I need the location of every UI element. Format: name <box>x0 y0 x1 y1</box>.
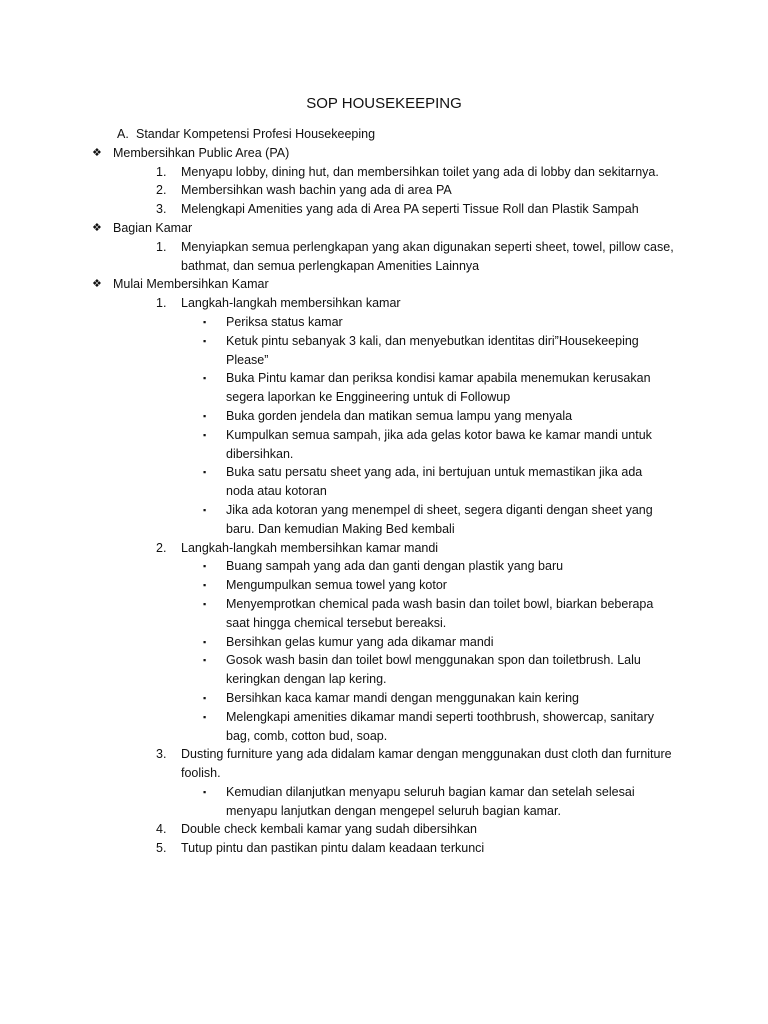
numbered-item-text: Menyapu lobby, dining hut, dan membersihkan toilet yang ada di lobby dan sekitarnya. <box>181 164 659 179</box>
group-heading-text: Bagian Kamar <box>113 220 193 235</box>
numbered-item-marker: 1. <box>156 296 167 311</box>
group-heading <box>0 144 768 163</box>
bullet-item <box>0 708 768 746</box>
bullet-item-text: Bersihkan gelas kumur yang ada dikamar mandi <box>226 634 494 649</box>
numbered-item-text: Double check kembali kamar yang sudah dibersihkan <box>181 822 477 837</box>
bullet-item-text: Periksa status kamar <box>226 314 343 329</box>
bullet-item-text: Gosok wash basin dan toilet bowl menggunakan spon dan toiletbrush. Lalu keringkan dengan lap kering. <box>226 653 641 687</box>
bullet-item <box>0 369 768 407</box>
numbered-item-text: Melengkapi Amenities yang ada di Area PA seperti Tissue Roll dan Plastik Sampah <box>181 202 639 217</box>
bullet-item-marker: ▪ <box>203 410 207 421</box>
bullet-item <box>0 313 768 332</box>
bullet-item <box>0 557 768 576</box>
bullet-item-marker: ▪ <box>203 711 207 722</box>
bullet-item-text: Kemudian dilanjutkan menyapu seluruh bagian kamar dan setelah selesai menyapu lanjutkan dengan mengepel seluruh bagian kamar. <box>226 784 635 818</box>
numbered-item-marker: 1. <box>156 239 167 254</box>
numbered-item-text: Menyiapkan semua perlengkapan yang akan digunakan seperti sheet, towel, pillow case, bathmat, dan semua perlengkapan Amenities Lainnya <box>181 239 674 273</box>
numbered-item <box>0 163 768 182</box>
numbered-item <box>0 238 768 276</box>
group-heading-marker: ❖ <box>92 146 102 159</box>
numbered-item-text: Membersihkan wash bachin yang ada di area PA <box>181 183 452 198</box>
numbered-item <box>0 539 768 558</box>
bullet-item-text: Buka Pintu kamar dan periksa kondisi kamar apabila menemukan kerusakan segera laporkan ke Enggineering untuk di Followup <box>226 371 651 405</box>
bullet-item <box>0 651 768 689</box>
bullet-item-text: Menyemprotkan chemical pada wash basin dan toilet bowl, biarkan beberapa saat hingga chemical tersebut bereaksi. <box>226 596 654 630</box>
bullet-item-marker: ▪ <box>203 598 207 609</box>
numbered-item-marker: 1. <box>156 164 167 179</box>
bullet-item <box>0 332 768 370</box>
group-heading-marker: ❖ <box>92 221 102 234</box>
numbered-item <box>0 820 768 839</box>
bullet-item-text: Jika ada kotoran yang menempel di sheet, segera diganti dengan sheet yang baru. Dan kemudian Making Bed kembali <box>226 502 653 536</box>
bullet-item-text: Mengumpulkan semua towel yang kotor <box>226 578 447 593</box>
bullet-item <box>0 576 768 595</box>
group-heading-text: Membersihkan Public Area (PA) <box>113 145 290 160</box>
bullet-item-marker: ▪ <box>203 429 207 440</box>
numbered-item-text: Dusting furniture yang ada didalam kamar dengan menggunakan dust cloth dan furniture foolish. <box>181 747 672 781</box>
document-title: SOP HOUSEKEEPING <box>306 95 462 112</box>
numbered-item-marker: 3. <box>156 202 167 217</box>
bullet-item <box>0 501 768 539</box>
numbered-item <box>0 181 768 200</box>
bullet-item <box>0 633 768 652</box>
bullet-item-marker: ▪ <box>203 786 207 797</box>
bullet-item-marker: ▪ <box>203 316 207 327</box>
numbered-item <box>0 294 768 313</box>
bullet-item <box>0 426 768 464</box>
numbered-item-marker: 4. <box>156 822 167 837</box>
group-heading-marker: ❖ <box>92 278 102 291</box>
bullet-item-text: Buka gorden jendela dan matikan semua lampu yang menyala <box>226 408 573 423</box>
group-heading <box>0 275 768 294</box>
numbered-item-marker: 2. <box>156 540 167 555</box>
numbered-item-marker: 5. <box>156 841 167 856</box>
bullet-item-marker: ▪ <box>203 373 207 384</box>
bullet-item-text: Buang sampah yang ada dan ganti dengan plastik yang baru <box>226 559 564 574</box>
numbered-item-marker: 3. <box>156 747 167 762</box>
numbered-item <box>0 839 768 858</box>
group-heading <box>0 219 768 238</box>
bullet-item-marker: ▪ <box>203 504 207 515</box>
numbered-item <box>0 200 768 219</box>
bullet-item-marker: ▪ <box>203 335 207 346</box>
bullet-item-text: Buka satu persatu sheet yang ada, ini bertujuan untuk memastikan jika ada noda atau kotoran <box>226 465 643 499</box>
bullet-item <box>0 783 768 821</box>
bullet-item <box>0 689 768 708</box>
group-heading-text: Mulai Membersihkan Kamar <box>113 277 269 292</box>
bullet-item-text: Melengkapi amenities dikamar mandi seperti toothbrush, showercap, sanitary bag, comb, cotton bud, soap. <box>226 709 654 743</box>
numbered-item-text: Langkah-langkah membersihkan kamar <box>181 296 401 311</box>
section-heading-text: Standar Kompetensi Profesi Housekeeping <box>136 127 376 141</box>
numbered-item <box>0 745 768 783</box>
bullet-item-marker: ▪ <box>203 580 207 591</box>
bullet-item <box>0 463 768 501</box>
numbered-item-text: Langkah-langkah membersihkan kamar mandi <box>181 540 439 555</box>
bullet-item-marker: ▪ <box>203 561 207 572</box>
document-body <box>0 125 768 858</box>
bullet-item-text: Ketuk pintu sebanyak 3 kali, dan menyebutkan identitas diri”Housekeeping Please” <box>226 333 639 367</box>
section-heading <box>0 125 768 144</box>
bullet-item <box>0 407 768 426</box>
bullet-item-text: Kumpulkan semua sampah, jika ada gelas kotor bawa ke kamar mandi untuk dibersihkan. <box>226 427 652 461</box>
bullet-item-marker: ▪ <box>203 467 207 478</box>
bullet-item-text: Bersihkan kaca kamar mandi dengan menggunakan kain kering <box>226 690 579 705</box>
numbered-item-text: Tutup pintu dan pastikan pintu dalam keadaan terkunci <box>181 841 485 856</box>
bullet-item-marker: ▪ <box>203 692 207 703</box>
bullet-item-marker: ▪ <box>203 655 207 666</box>
bullet-item-marker: ▪ <box>203 636 207 647</box>
bullet-item <box>0 595 768 633</box>
numbered-item-marker: 2. <box>156 183 167 198</box>
section-marker: A. <box>117 127 129 141</box>
